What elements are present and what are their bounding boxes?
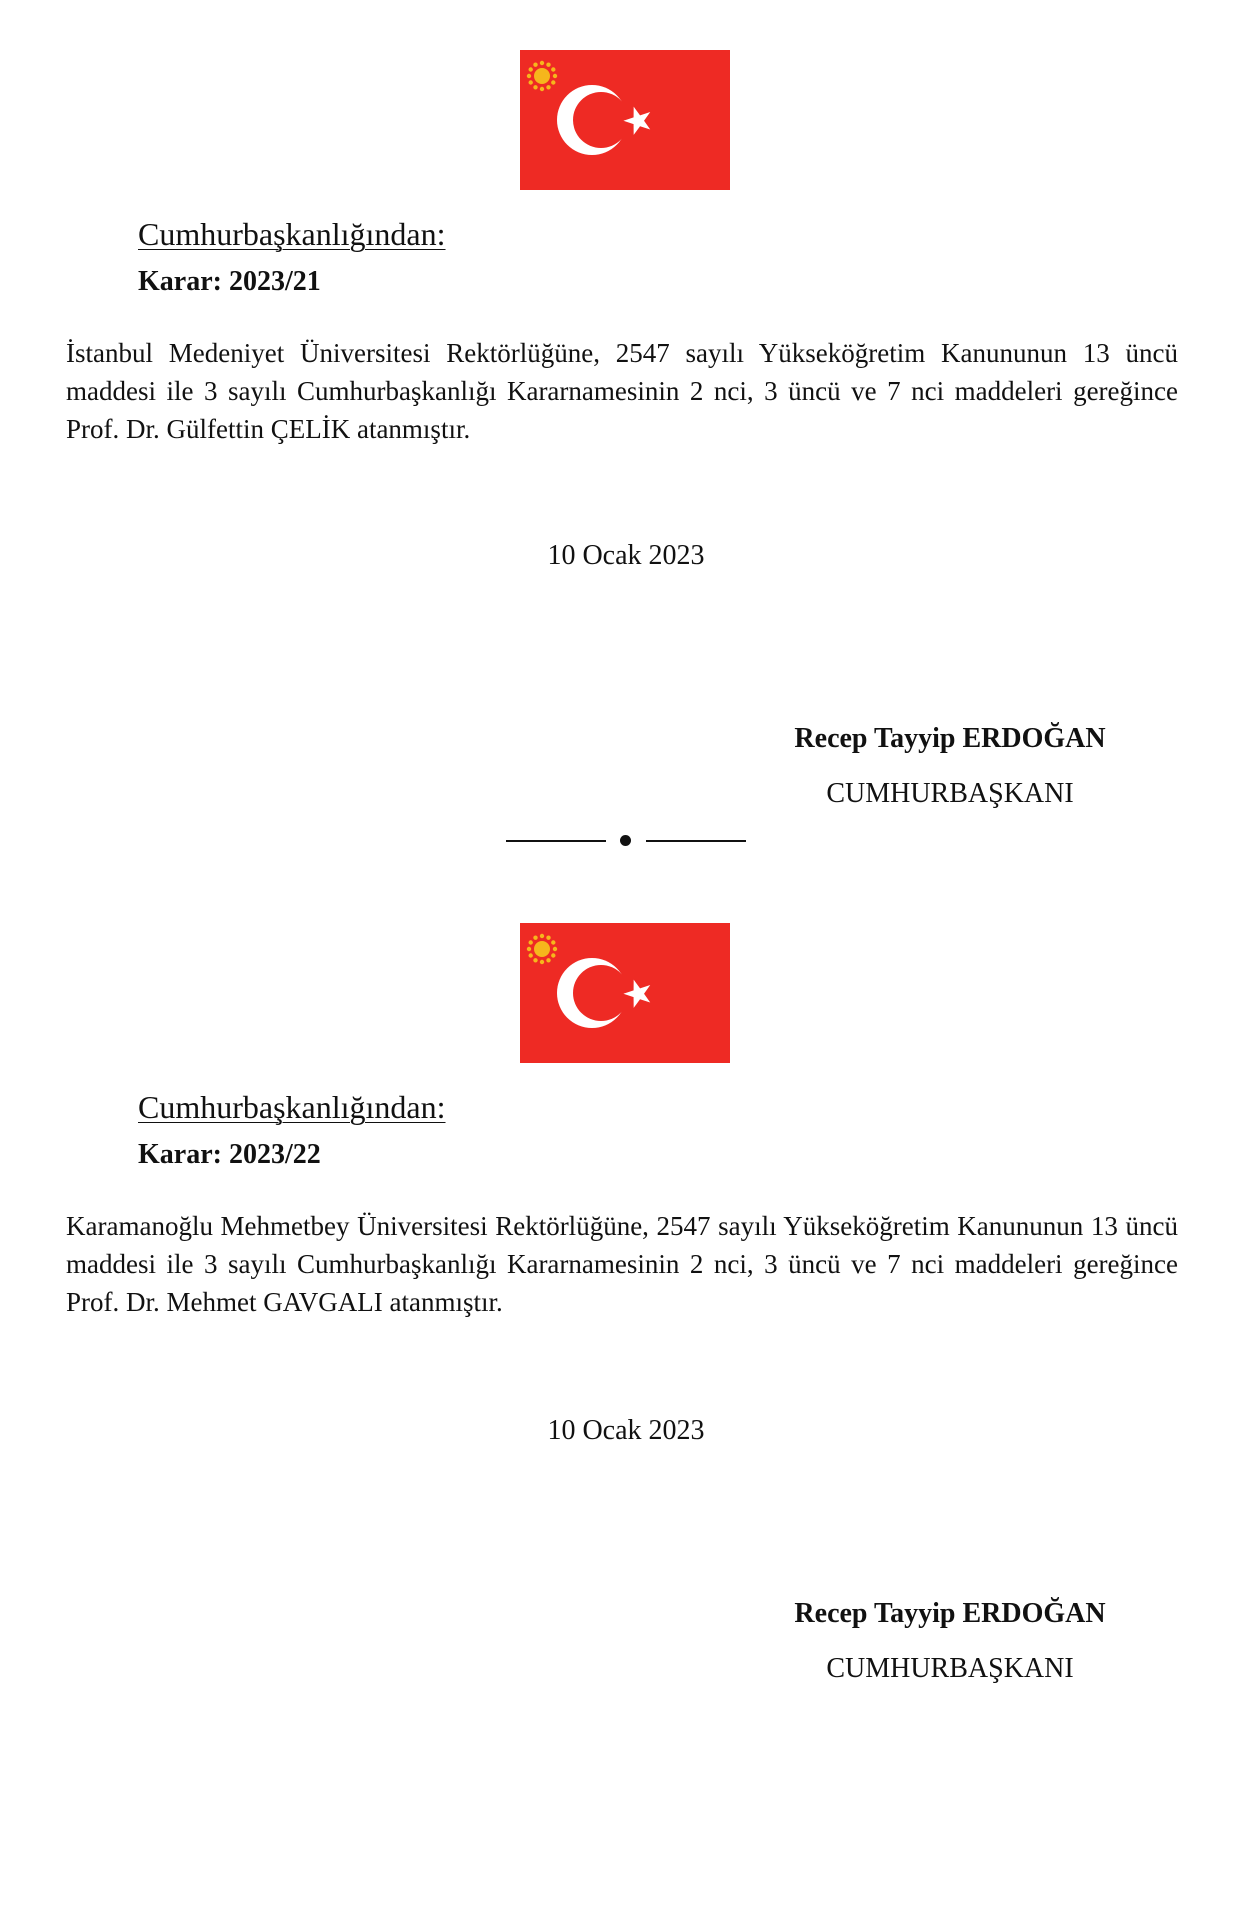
decision-number: [138, 266, 321, 298]
issuing-authority: Cumhurbaşkanlığından:: [138, 216, 446, 252]
signer-title: CUMHURBAŞKANI: [826, 1653, 1074, 1684]
presidential-flag-icon: [520, 923, 730, 1063]
decision-label: Karar:: [138, 266, 222, 297]
signer-name: Recep Tayyip ERDOĞAN: [794, 1598, 1106, 1629]
issuing-authority: Cumhurbaşkanlığından:: [138, 1089, 446, 1125]
signer-name: Recep Tayyip ERDOĞAN: [794, 723, 1106, 754]
decision-number-value: 2023/21: [228, 266, 321, 297]
decision-body: Karamanoğlu Mehmetbey Üniversitesi Rektörlüğüne, 2547 sayılı Yükseköğretim Kanununun 13 üncü maddesi ile 3 sayılı Cumhurbaşkanlığı Kararnamesinin 2 nci, 3 üncü ve 7 nci maddeleri gereğince Prof. Dr. Mehmet GAVGALI atanmıştır.: [66, 1211, 1178, 1317]
presidential-flag-icon: [520, 50, 730, 190]
decision-number-value: 2023/22: [228, 1139, 321, 1170]
decision-number: [138, 1139, 321, 1171]
decision-label: Karar:: [138, 1139, 222, 1170]
decision-body: İstanbul Medeniyet Üniversitesi Rektörlüğüne, 2547 sayılı Yükseköğretim Kanununun 13 üncü maddesi ile 3 sayılı Cumhurbaşkanlığı Kararnamesinin 2 nci, 3 üncü ve 7 nci maddeleri gereğince Prof. Dr. Gülfettin ÇELİK atanmıştır.: [66, 338, 1178, 444]
decision-date: 10 Ocak 2023: [547, 540, 705, 571]
decision-date: 10 Ocak 2023: [547, 1415, 705, 1446]
signer-title: CUMHURBAŞKANI: [826, 778, 1074, 809]
section-separator: [506, 828, 746, 852]
